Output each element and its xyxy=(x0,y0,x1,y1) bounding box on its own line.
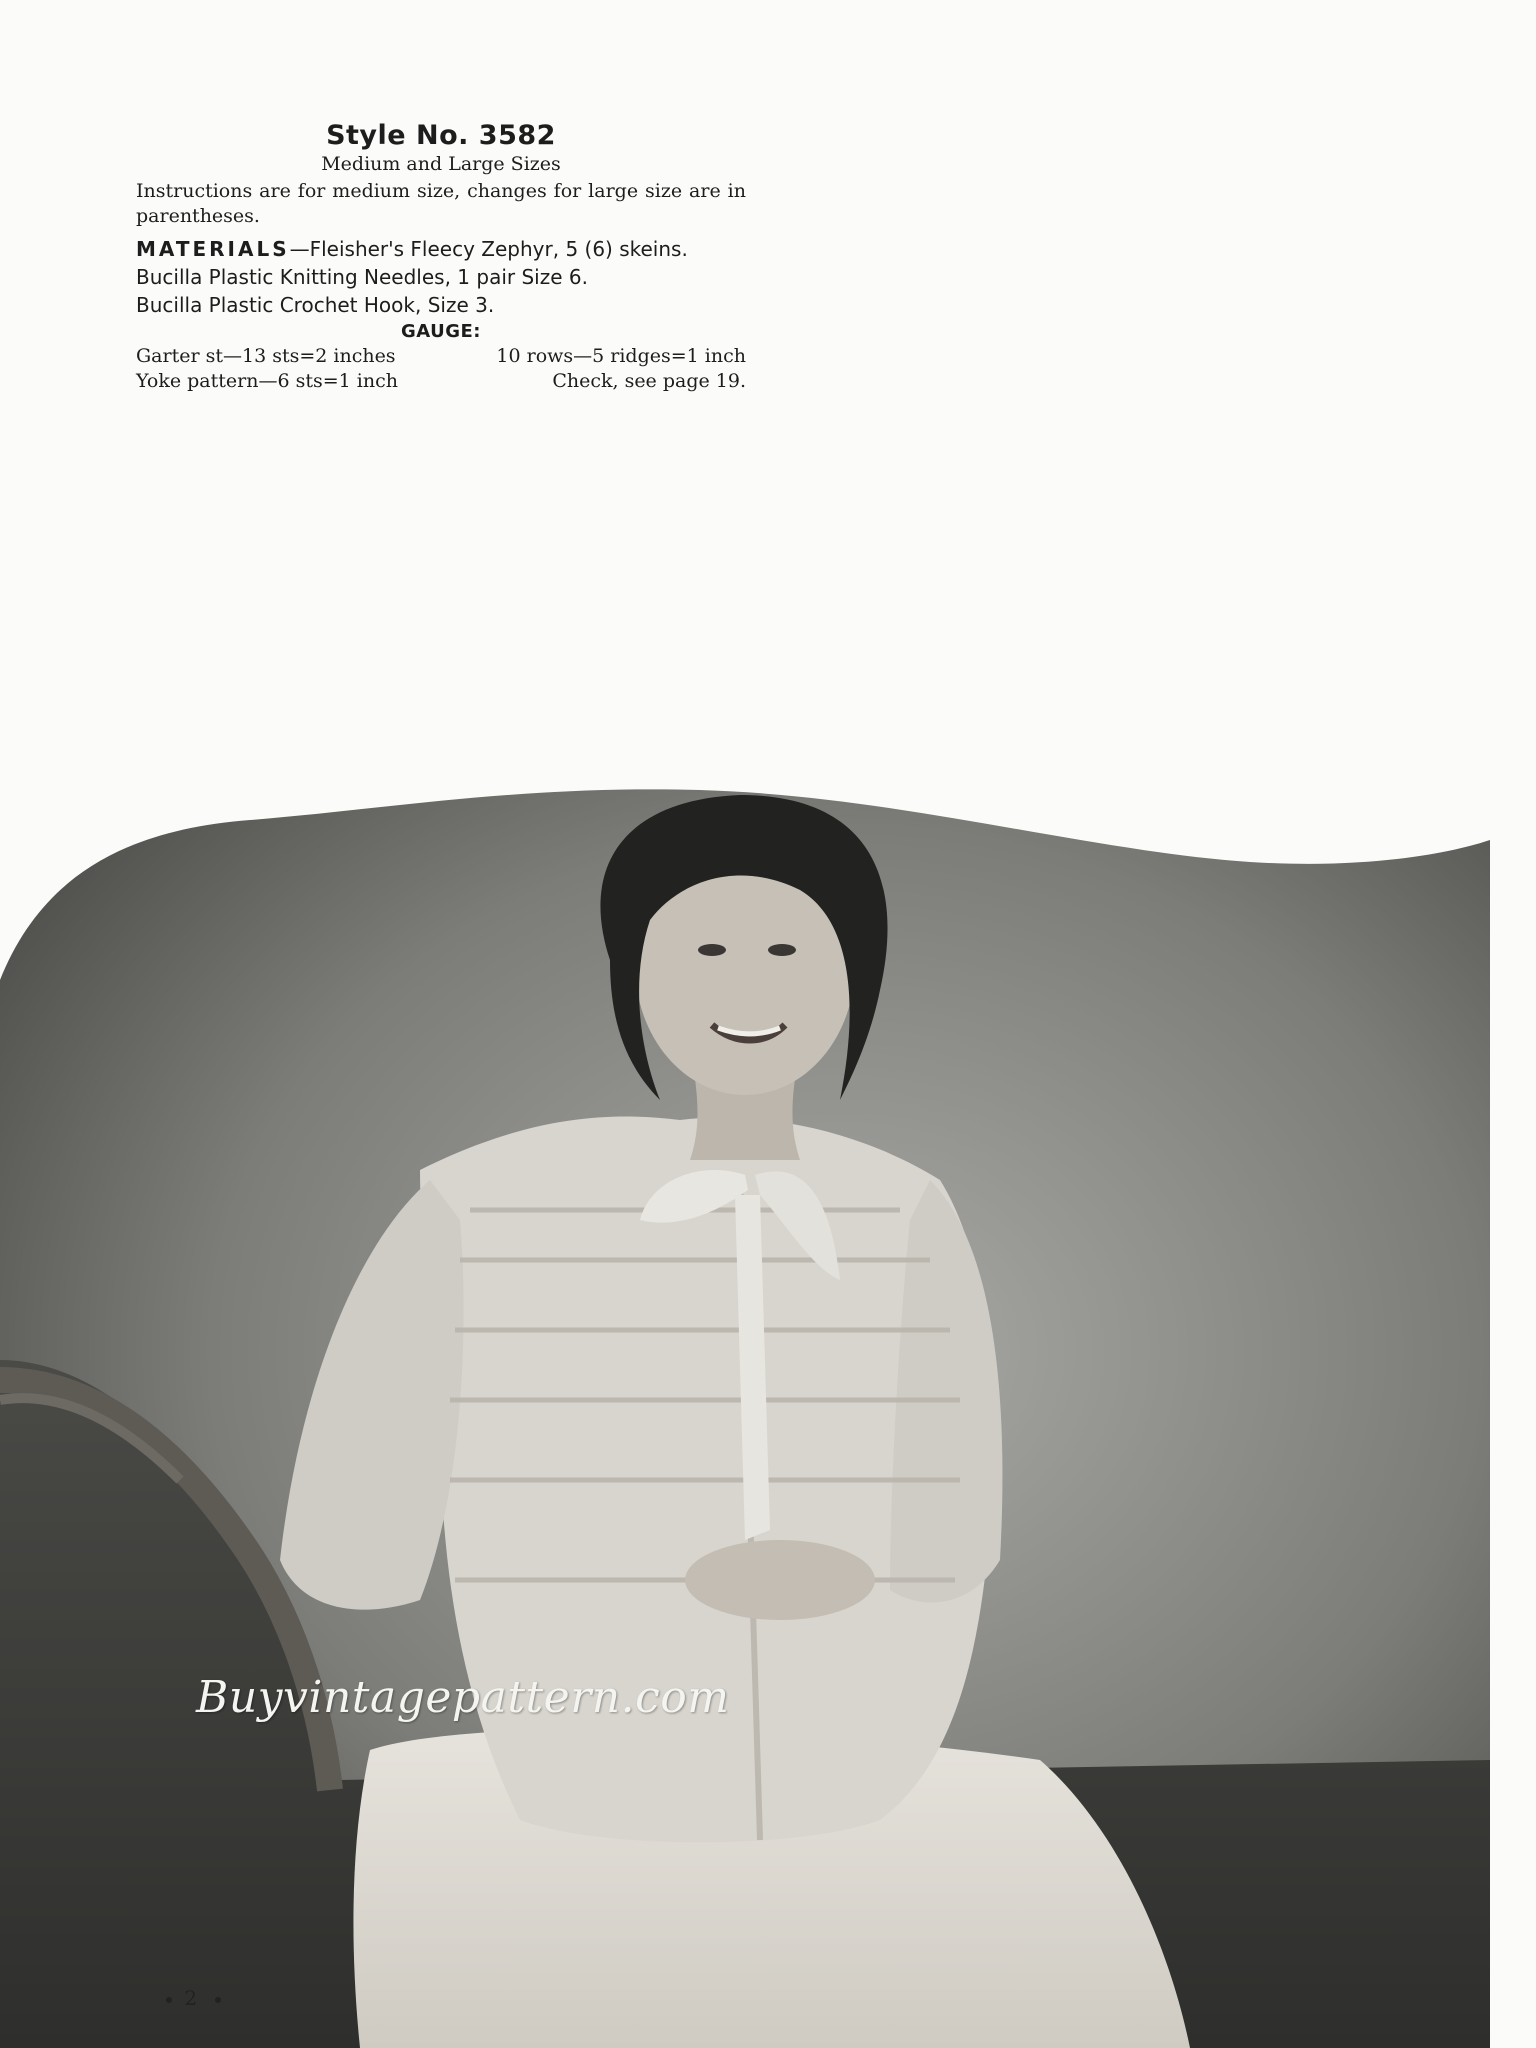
materials-yarn: —Fleisher's Fleecy Zephyr, 5 (6) skeins. xyxy=(289,237,688,261)
watermark: Buyvintagepattern.com xyxy=(196,1672,730,1723)
sizes-subtitle: Medium and Large Sizes xyxy=(321,153,561,175)
materials-needles: Bucilla Plastic Knitting Needles, 1 pair Size 6. xyxy=(136,265,588,289)
materials-line-1 xyxy=(136,235,746,263)
gauge-row-2 xyxy=(136,369,746,394)
gauge-rows: 10 rows—5 ridges=1 inch xyxy=(496,345,746,367)
gauge-row-1 xyxy=(136,344,746,369)
gauge-garter: Garter st—13 sts=2 inches xyxy=(136,345,396,367)
bullet-icon xyxy=(166,1997,172,2003)
size-instructions: Instructions are for medium size, changes for large size are in parentheses. xyxy=(136,180,746,227)
bullet-icon xyxy=(215,1997,221,2003)
gauge-check: Check, see page 19. xyxy=(552,370,746,392)
style-title: Style No. 3582 xyxy=(326,120,556,151)
gauge-heading: GAUGE: xyxy=(400,321,482,342)
materials-crochet-hook: Bucilla Plastic Crochet Hook, Size 3. xyxy=(136,293,495,317)
page-number-value: 2 xyxy=(184,1986,204,2010)
page-number xyxy=(166,1986,221,2010)
pattern-instructions xyxy=(136,120,746,394)
gauge-yoke: Yoke pattern—6 sts=1 inch xyxy=(136,370,398,392)
materials-label: MATERIALS xyxy=(136,237,290,261)
